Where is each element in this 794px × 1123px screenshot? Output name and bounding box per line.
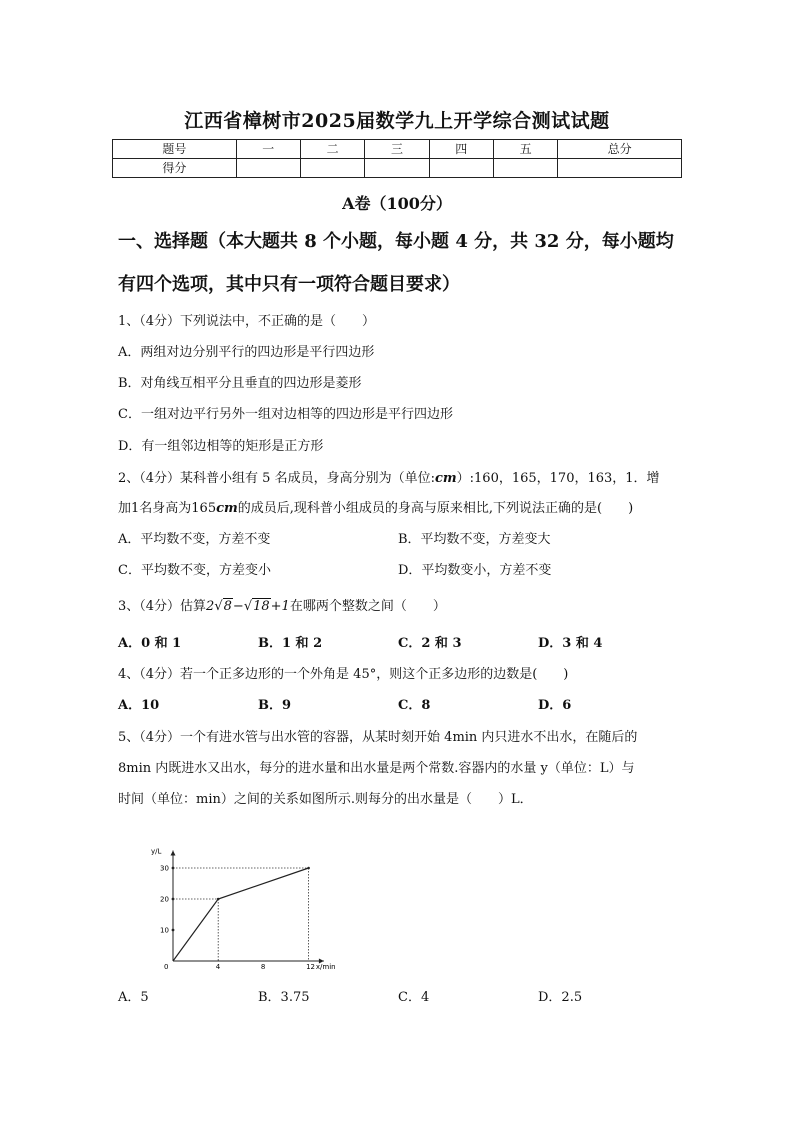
q2-unit2: cm: [216, 501, 238, 516]
y-axis-arrow: [171, 851, 176, 856]
sqrt-sign: √: [214, 599, 223, 614]
q2-stem2-b: 的成员后,现科普小组成员的身高与原来相比,下列说法正确的是( ): [237, 501, 634, 516]
q3-option-c[interactable]: C．2 和 3: [398, 636, 462, 651]
q3-coef: 2: [206, 599, 215, 614]
q2-stem-a: 2、（4分）某科普小组有 5 名成员，身高分别为（单位:: [118, 471, 435, 486]
page-title: 江西省樟树市2025届数学九上开学综合测试试题: [184, 110, 610, 132]
q4-stem: 4、（4分）若一个正多边形的一个外角是 45°，则这个正多边形的边数是( ): [118, 667, 569, 682]
y-tick-label: 20: [160, 895, 169, 904]
q2-unit: cm: [434, 471, 457, 486]
q5-stem-line-1: 5、（4分）一个有进水管与出水管的容器，从某时刻开始 4min 内只进水不出水，在随后的: [118, 730, 638, 745]
origin-label: 0: [164, 963, 169, 971]
q3-expression: [206, 598, 290, 614]
q2-stem-line-2: [118, 500, 633, 518]
x-tick-label: 12: [306, 963, 316, 971]
q1-stem: 1、（4分）下列说法中，不正确的是（ ）: [118, 314, 376, 329]
q4-option-d[interactable]: D．6: [538, 698, 572, 713]
score-cell: 得分: [113, 159, 237, 178]
score-cell: 三: [365, 140, 429, 159]
q5-option-a[interactable]: A．5: [118, 990, 149, 1005]
q2-stem-b: ）:160，165，170，163，1．增: [456, 471, 660, 486]
score-cell: 二: [300, 140, 364, 159]
q1-option-a[interactable]: A．两组对边分别平行的四边形是平行四边形: [118, 345, 375, 360]
data-point: [217, 898, 220, 901]
y-tick-dot: [172, 929, 175, 932]
q3-stem-a: 3、（4分）估算: [118, 599, 207, 614]
x-axis-label: x/min: [315, 963, 336, 971]
q3-radicand-1: 8: [223, 599, 232, 614]
score-table-score-row: [113, 159, 682, 178]
y-axis-label: y/L: [151, 847, 162, 856]
y-tick-label: 30: [160, 864, 169, 873]
score-cell: 总分: [558, 140, 682, 159]
x-tick-label: 8: [260, 963, 266, 971]
score-input-cell[interactable]: [493, 159, 557, 178]
q1-option-c[interactable]: C．一组对边平行另外一组对边相等的四边形是平行四边形: [118, 407, 453, 422]
q3-plus-one: +1: [270, 599, 290, 614]
sqrt-sign: √: [243, 599, 253, 614]
q3-radicand-2: 18: [253, 599, 270, 614]
q2-stem2-a: 加1名身高为165: [118, 501, 217, 516]
section-heading-line-2: 有四个选项，其中只有一项符合题目要求）: [118, 274, 460, 295]
q3-stem-b: 在哪两个整数之间（ ）: [289, 599, 446, 614]
q5-option-d[interactable]: D．2.5: [538, 990, 583, 1005]
q4-option-b[interactable]: B．9: [258, 698, 292, 713]
score-table-header-row: [113, 140, 682, 159]
score-input-cell[interactable]: [429, 159, 493, 178]
section-heading-line-1: 一、选择题（本大题共 8 个小题，每小题 4 分，共 32 分，每小题均: [118, 231, 674, 252]
score-input-cell[interactable]: [558, 159, 682, 178]
q5-option-c[interactable]: C．4: [398, 990, 430, 1005]
q5-stem-line-3: 时间（单位：min）之间的关系如图所示.则每分的出水量是（ ）L．: [118, 792, 533, 807]
q5-option-b[interactable]: B．3.75: [258, 990, 310, 1005]
q2-option-a[interactable]: A．平均数不变，方差不变: [118, 532, 271, 547]
x-tick-label: 4: [215, 963, 221, 971]
score-table: [112, 139, 682, 178]
data-point: [307, 867, 310, 870]
series-line: [173, 868, 309, 961]
water-volume-chart: [140, 815, 336, 980]
q4-option-a[interactable]: A．10: [118, 698, 160, 713]
q3-minus: −: [232, 599, 244, 614]
score-cell: 题号: [113, 140, 237, 159]
score-cell: 四: [429, 140, 493, 159]
q3-stem: [118, 598, 446, 616]
q3-option-a[interactable]: A．0 和 1: [118, 636, 182, 651]
q2-stem-line-1: [118, 470, 660, 488]
q3-option-b[interactable]: B．1 和 2: [258, 636, 323, 651]
q2-option-d[interactable]: D．平均数变小，方差不变: [398, 563, 552, 578]
score-cell: 五: [493, 140, 557, 159]
score-input-cell[interactable]: [365, 159, 429, 178]
q2-option-c[interactable]: C．平均数不变，方差变小: [118, 563, 271, 578]
q4-option-c[interactable]: C．8: [398, 698, 431, 713]
score-input-cell[interactable]: [236, 159, 300, 178]
y-tick-label: 10: [160, 926, 169, 935]
score-input-cell[interactable]: [300, 159, 364, 178]
q1-option-b[interactable]: B．对角线互相平分且垂直的四边形是菱形: [118, 376, 362, 391]
q5-stem-line-2: 8min 内既进水又出水，每分的进水量和出水量是两个常数.容器内的水量 y（单位：L）与: [118, 761, 635, 776]
q3-option-d[interactable]: D．3 和 4: [538, 636, 603, 651]
paper-section-a: A卷（100分）: [342, 194, 452, 213]
score-cell: 一: [236, 140, 300, 159]
q2-option-b[interactable]: B．平均数不变，方差变大: [398, 532, 551, 547]
q1-option-d[interactable]: D．有一组邻边相等的矩形是正方形: [118, 439, 324, 454]
